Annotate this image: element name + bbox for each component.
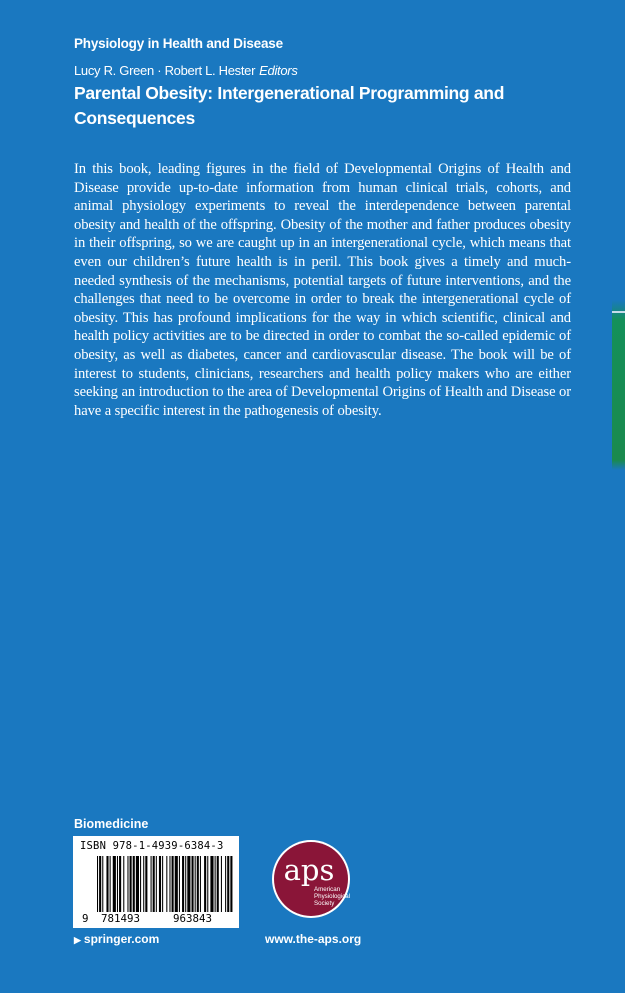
barcode-bar xyxy=(97,856,98,912)
barcode-digit-first: 9 xyxy=(82,912,89,925)
barcode-bar xyxy=(153,856,155,912)
editor-names: Lucy R. Green · Robert L. Hester xyxy=(74,63,256,78)
barcode-bar xyxy=(207,856,208,912)
barcode-bar xyxy=(162,856,163,912)
barcode-bar xyxy=(136,856,139,912)
barcode-bar xyxy=(195,856,196,912)
barcode-bar xyxy=(110,856,111,912)
title-line-1: Parental Obesity: Intergenerational Programming and xyxy=(74,83,505,103)
isbn-label: ISBN 978-1-4939-6384-3 xyxy=(80,840,224,852)
aps-logo xyxy=(270,838,352,920)
barcode-bar xyxy=(230,856,232,912)
aps-logo-line-3: Society xyxy=(314,900,335,907)
barcode-bar xyxy=(179,856,180,912)
series-title: Physiology in Health and Disease xyxy=(74,36,283,51)
book-description: In this book, leading figures in the field of Developmental Origins of Health and Disease provide up-to-date information from human clinical trials, cohorts, and animal physiology experiments to reveal the interdependence between parental obesity and health of the offspring. Obesity of the mother and father produces obesity in their offspring, so we are caught up in an intergenerational cycle, which means that even our children’s future health is in peril. This book gives a timely and much-needed synthesis of the mechanisms, potential targets of future interventions, and the challenges that need to be overcome in order to break the intergenerational cycle of obesity. This has profound implications for the way in which scientific, clinical and health policy activities are to be directed in order to combat the so-called epidemic of obesity, as well as diabetes, cancer and cardiovascular disease. The book will be of interest to students, clinicians, researchers and health policy makers who are either seeking an introduction to the area of Developmental Origins of Health and Disease or have a specific interest in the pathogenesis of obesity. xyxy=(74,161,571,419)
spine-color-strip xyxy=(612,0,625,993)
barcode-bar xyxy=(172,856,174,912)
barcode-bar xyxy=(106,856,108,912)
barcode-bar xyxy=(210,856,213,912)
barcode-bar xyxy=(192,856,194,912)
barcode-bar xyxy=(166,856,167,912)
barcode-bar xyxy=(156,856,157,912)
springer-link[interactable] xyxy=(74,932,159,946)
spine-divider xyxy=(612,311,625,313)
barcode-bar xyxy=(117,856,118,912)
barcode-bar xyxy=(123,856,124,912)
title-line-2: Consequences xyxy=(74,108,195,128)
book-title xyxy=(74,81,514,131)
barcode-bar xyxy=(140,856,141,912)
barcode-bar xyxy=(204,856,206,912)
barcode-bar xyxy=(215,856,216,912)
barcode-bar xyxy=(113,856,116,912)
barcode-bar xyxy=(127,856,128,912)
barcode-bar xyxy=(151,856,152,912)
barcode-bar xyxy=(200,856,201,912)
editors-line xyxy=(74,63,298,78)
barcode-digits xyxy=(73,912,239,926)
barcode-bar xyxy=(227,856,229,912)
barcode-bar xyxy=(187,856,190,912)
barcode-bar xyxy=(133,856,135,912)
aps-website-link[interactable]: www.the-aps.org xyxy=(265,932,362,946)
barcode-digit-group-1: 781493 xyxy=(101,912,141,925)
barcode-digit-group-2: 963843 xyxy=(173,912,213,925)
barcode-bar xyxy=(145,856,147,912)
barcode-bar xyxy=(225,856,226,912)
isbn-barcode xyxy=(73,836,239,928)
barcode-bar xyxy=(169,856,170,912)
barcode-bar xyxy=(182,856,184,912)
springer-url: springer.com xyxy=(83,932,160,946)
aps-logo-text: aps xyxy=(283,853,335,887)
barcode-bar xyxy=(130,856,132,912)
barcode-bar xyxy=(217,856,219,912)
subject-category: Biomedicine xyxy=(74,817,149,831)
barcode-bar xyxy=(99,856,101,912)
barcode-bar xyxy=(221,856,222,912)
barcode-bar xyxy=(197,856,199,912)
barcode-bar xyxy=(159,856,161,912)
barcode-bar xyxy=(102,856,103,912)
editors-role: Editors xyxy=(259,63,298,78)
aps-logo-line-1: American xyxy=(314,886,341,893)
barcode-bar xyxy=(119,856,121,912)
barcode-bar xyxy=(185,856,186,912)
barcode-bar xyxy=(175,856,178,912)
arrow-right-icon: ▶ xyxy=(74,935,81,945)
barcode-bar xyxy=(143,856,144,912)
aps-logo-line-2: Physiological xyxy=(314,893,351,900)
